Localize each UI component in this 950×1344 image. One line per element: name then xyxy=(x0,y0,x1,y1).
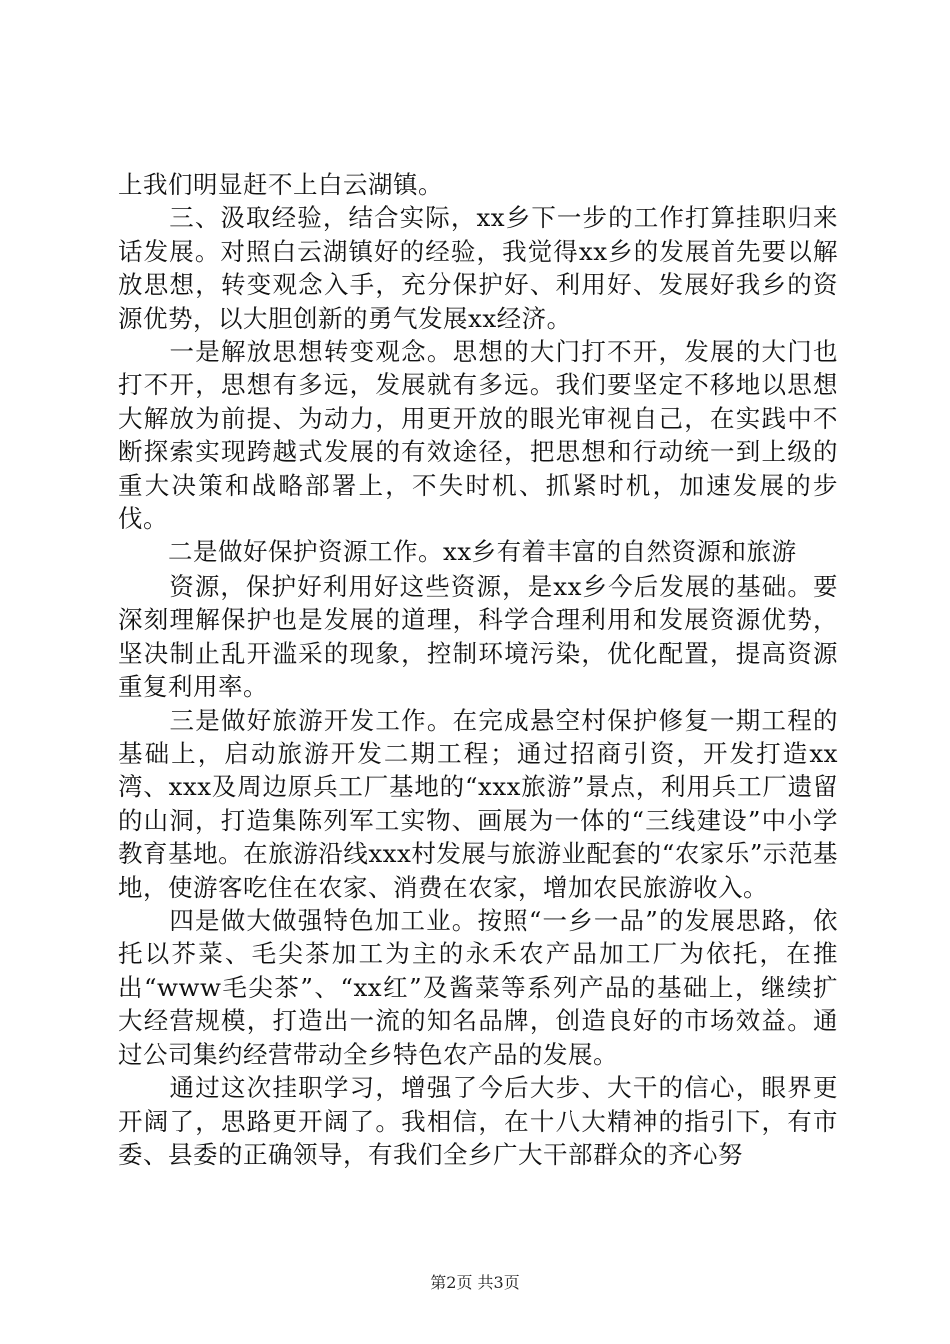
paragraph: 上我们明显赶不上白云湖镇。 xyxy=(118,170,443,199)
text-section-lower xyxy=(118,570,838,1171)
paragraph: 四是做大做强特色加工业。按照“一乡一品”的发展思路，依托以芥菜、毛尖茶加工为主的永禾农产品加工厂为依托，在推出“www毛尖茶”、“xx红”及酱菜等系列产品的基础上，继续扩大经营规模，打造出一流的知名品牌，创造良好的市场效益。通过公司集约经营带动全乡特色农产品的发展。 xyxy=(118,906,838,1069)
paragraph: 通过这次挂职学习，增强了今后大步、大干的信心，眼界更开阔了，思路更开阔了。我相信，在十八大精神的指引下，有市委、县委的正确领导，有我们全乡广大干部群众的齐心努 xyxy=(118,1073,838,1169)
paragraph: 资源，保护好利用好这些资源，是xx乡今后发展的基础。要深刻理解保护也是发展的道理，科学合理利用和发展资源优势，坚决制止乱开滥采的现象，控制环境污染，优化配置，提高资源重复利用率。 xyxy=(118,572,838,702)
paragraph: 二是做好保护资源工作。xx乡有着丰富的自然资源和旅游 xyxy=(118,537,797,567)
paragraph: 三、汲取经验，结合实际，xx乡下一步的工作打算挂职归来话发展。对照白云湖镇好的经验，我觉得xx乡的发展首先要以解放思想，转变观念入手，充分保护好、利用好、发展好我乡的资源优势，以大胆创新的勇气发展xx经济。 xyxy=(118,203,838,333)
text-section-upper xyxy=(118,168,838,569)
paragraph: 三是做好旅游开发工作。在完成悬空村保护修复一期工程的基础上，启动旅游开发二期工程；通过招商引资，开发打造xx湾、xxx及周边原兵工厂基地的“xxx旅游”景点，利用兵工厂遗留的山洞，打造集陈列军工实物、画展为一体的“三线建设”中小学教育基地。在旅游沿线xxx村发展与旅游业配套的“农家乐”示范基地，使游客吃住在农家、消费在农家，增加农民旅游收入。 xyxy=(118,705,838,902)
page-number-footer: 第2页 共3页 xyxy=(430,1273,520,1292)
paragraph: 一是解放思想转变观念。思想的大门打不开，发展的大门也打不开，思想有多远，发展就有多远。我们要坚定不移地以思想大解放为前提、为动力，用更开放的眼光审视自己，在实践中不断探索实现跨越式发展的有效途径，把思想和行动统一到上级的重大决策和战略部署上，不失时机、抓紧时机，加速发展的步伐。 xyxy=(118,337,838,534)
